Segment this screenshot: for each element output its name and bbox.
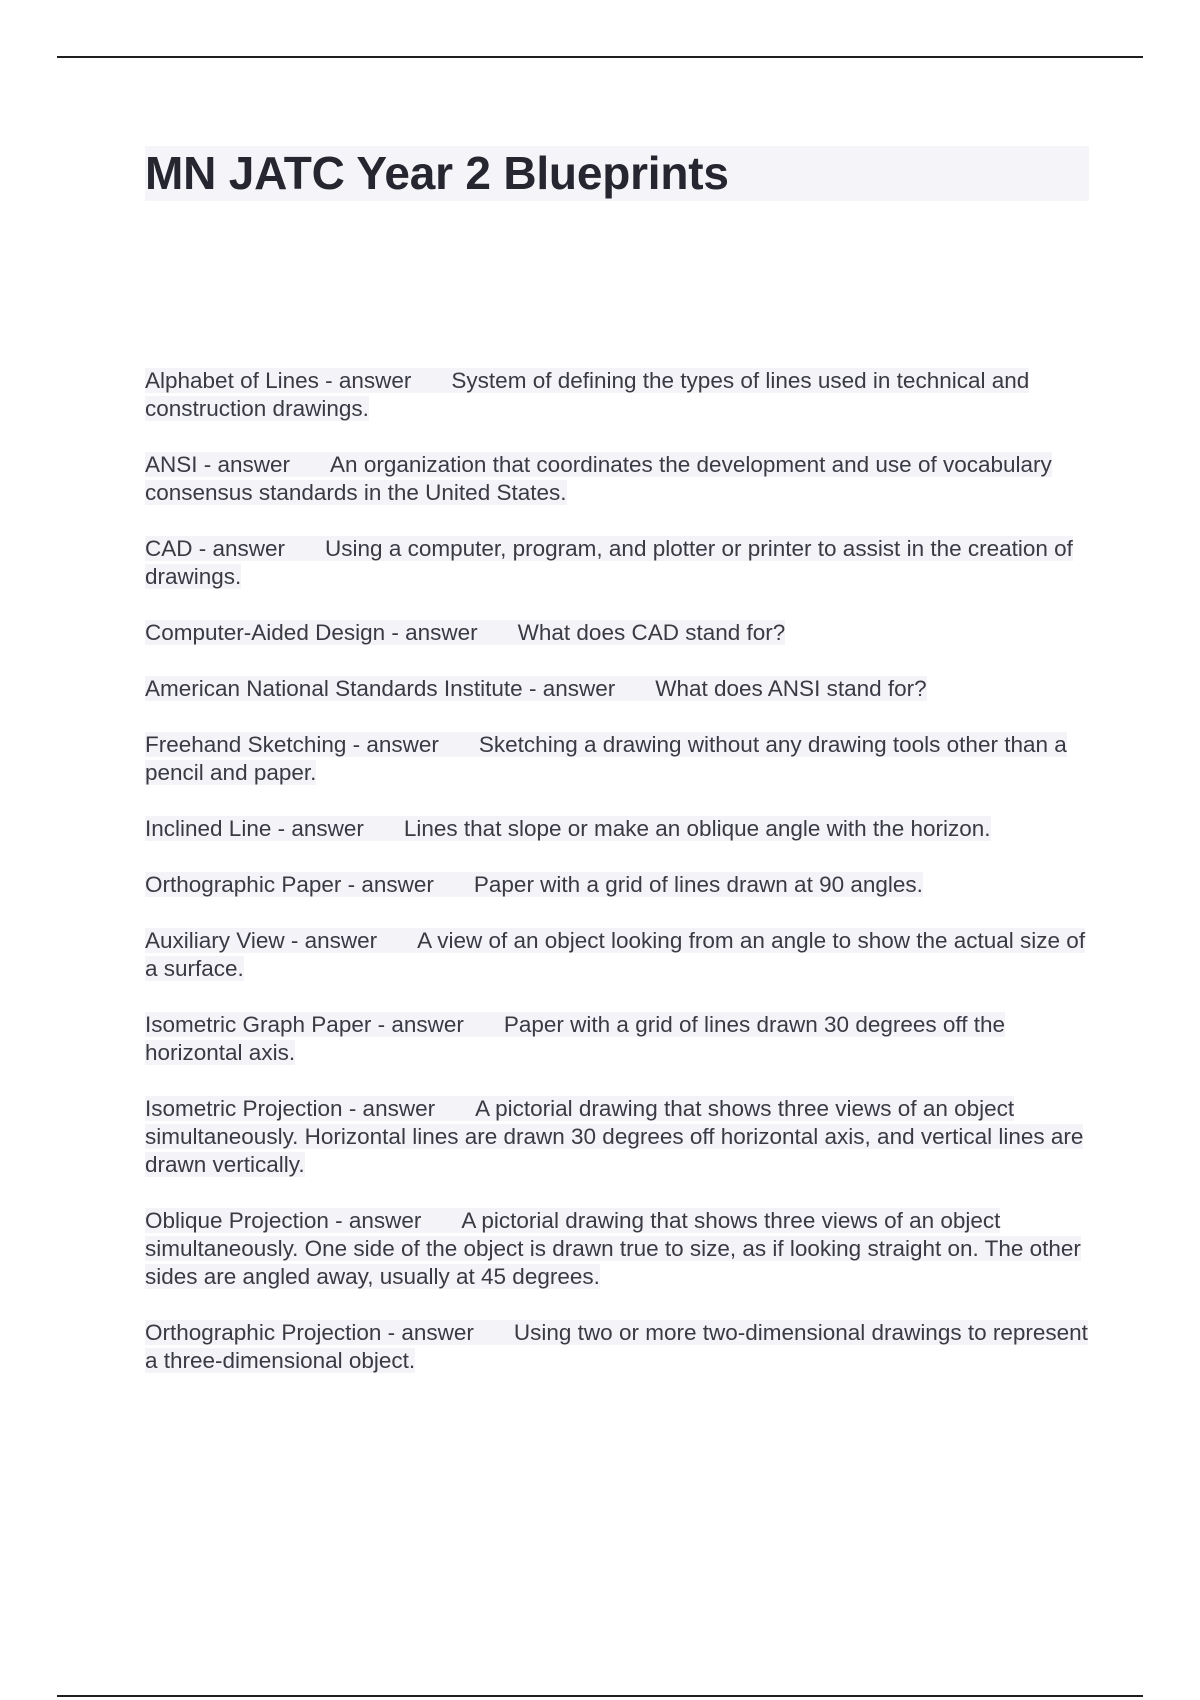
qa-item xyxy=(145,731,1095,787)
qa-term: Auxiliary View - answer xyxy=(145,928,378,953)
qa-definition: A pictorial drawing that shows three views of an object simultaneously. One side of the object is drawn true to size, as if looking straight on. The other sides are angled away, usually at 45 degrees. xyxy=(145,1208,1081,1289)
qa-definition: Using two or more two-dimensional drawings to represent a three-dimensional object. xyxy=(145,1320,1088,1373)
qa-definition: System of defining the types of lines used in technical and construction drawings. xyxy=(145,368,1030,421)
qa-definition: Using a computer, program, and plotter or printer to assist in the creation of drawings. xyxy=(145,536,1073,589)
qa-item xyxy=(145,1011,1095,1067)
qa-term: Isometric Graph Paper - answer xyxy=(145,1012,464,1037)
qa-definition: Lines that slope or make an oblique angle with the horizon. xyxy=(403,816,991,841)
qa-item xyxy=(145,1319,1095,1375)
qa-definition: A pictorial drawing that shows three views of an object simultaneously. Horizontal lines are drawn 30 degrees off horizontal axis, and vertical lines are drawn vertically. xyxy=(145,1096,1084,1177)
qa-definition: An organization that coordinates the development and use of vocabulary consensus standards in the United States. xyxy=(145,452,1052,505)
qa-item xyxy=(145,815,1095,843)
qa-list xyxy=(145,367,1095,1403)
qa-item xyxy=(145,927,1095,983)
qa-item xyxy=(145,535,1095,591)
qa-item xyxy=(145,367,1095,423)
qa-term: ANSI - answer xyxy=(145,452,291,477)
bottom-rule xyxy=(57,1695,1143,1697)
qa-item xyxy=(145,1207,1095,1291)
top-rule xyxy=(57,56,1143,58)
title-block xyxy=(145,146,1089,201)
qa-definition: A view of an object looking from an angle to show the actual size of a surface. xyxy=(145,928,1086,981)
qa-term: Isometric Projection - answer xyxy=(145,1096,436,1121)
qa-item xyxy=(145,619,1095,647)
qa-item xyxy=(145,451,1095,507)
qa-term: Orthographic Projection - answer xyxy=(145,1320,474,1345)
qa-term: Computer-Aided Design - answer xyxy=(145,620,478,645)
qa-item xyxy=(145,675,1095,703)
qa-term: American National Standards Institute - answer xyxy=(145,676,616,701)
qa-term: Orthographic Paper - answer xyxy=(145,872,434,897)
qa-term: Alphabet of Lines - answer xyxy=(145,368,412,393)
page-title: MN JATC Year 2 Blueprints xyxy=(145,147,729,199)
qa-term: Freehand Sketching - answer xyxy=(145,732,439,757)
qa-definition: Paper with a grid of lines drawn 30 degrees off the horizontal axis. xyxy=(145,1012,1006,1065)
qa-term: Inclined Line - answer xyxy=(145,816,364,841)
qa-definition: Paper with a grid of lines drawn at 90 angles. xyxy=(473,872,923,897)
qa-term: CAD - answer xyxy=(145,536,286,561)
qa-definition: What does ANSI stand for? xyxy=(655,676,927,701)
qa-term: Oblique Projection - answer xyxy=(145,1208,422,1233)
qa-definition: Sketching a drawing without any drawing tools other than a pencil and paper. xyxy=(145,732,1067,785)
qa-item xyxy=(145,871,1095,899)
qa-item xyxy=(145,1095,1095,1179)
qa-definition: What does CAD stand for? xyxy=(517,620,786,645)
